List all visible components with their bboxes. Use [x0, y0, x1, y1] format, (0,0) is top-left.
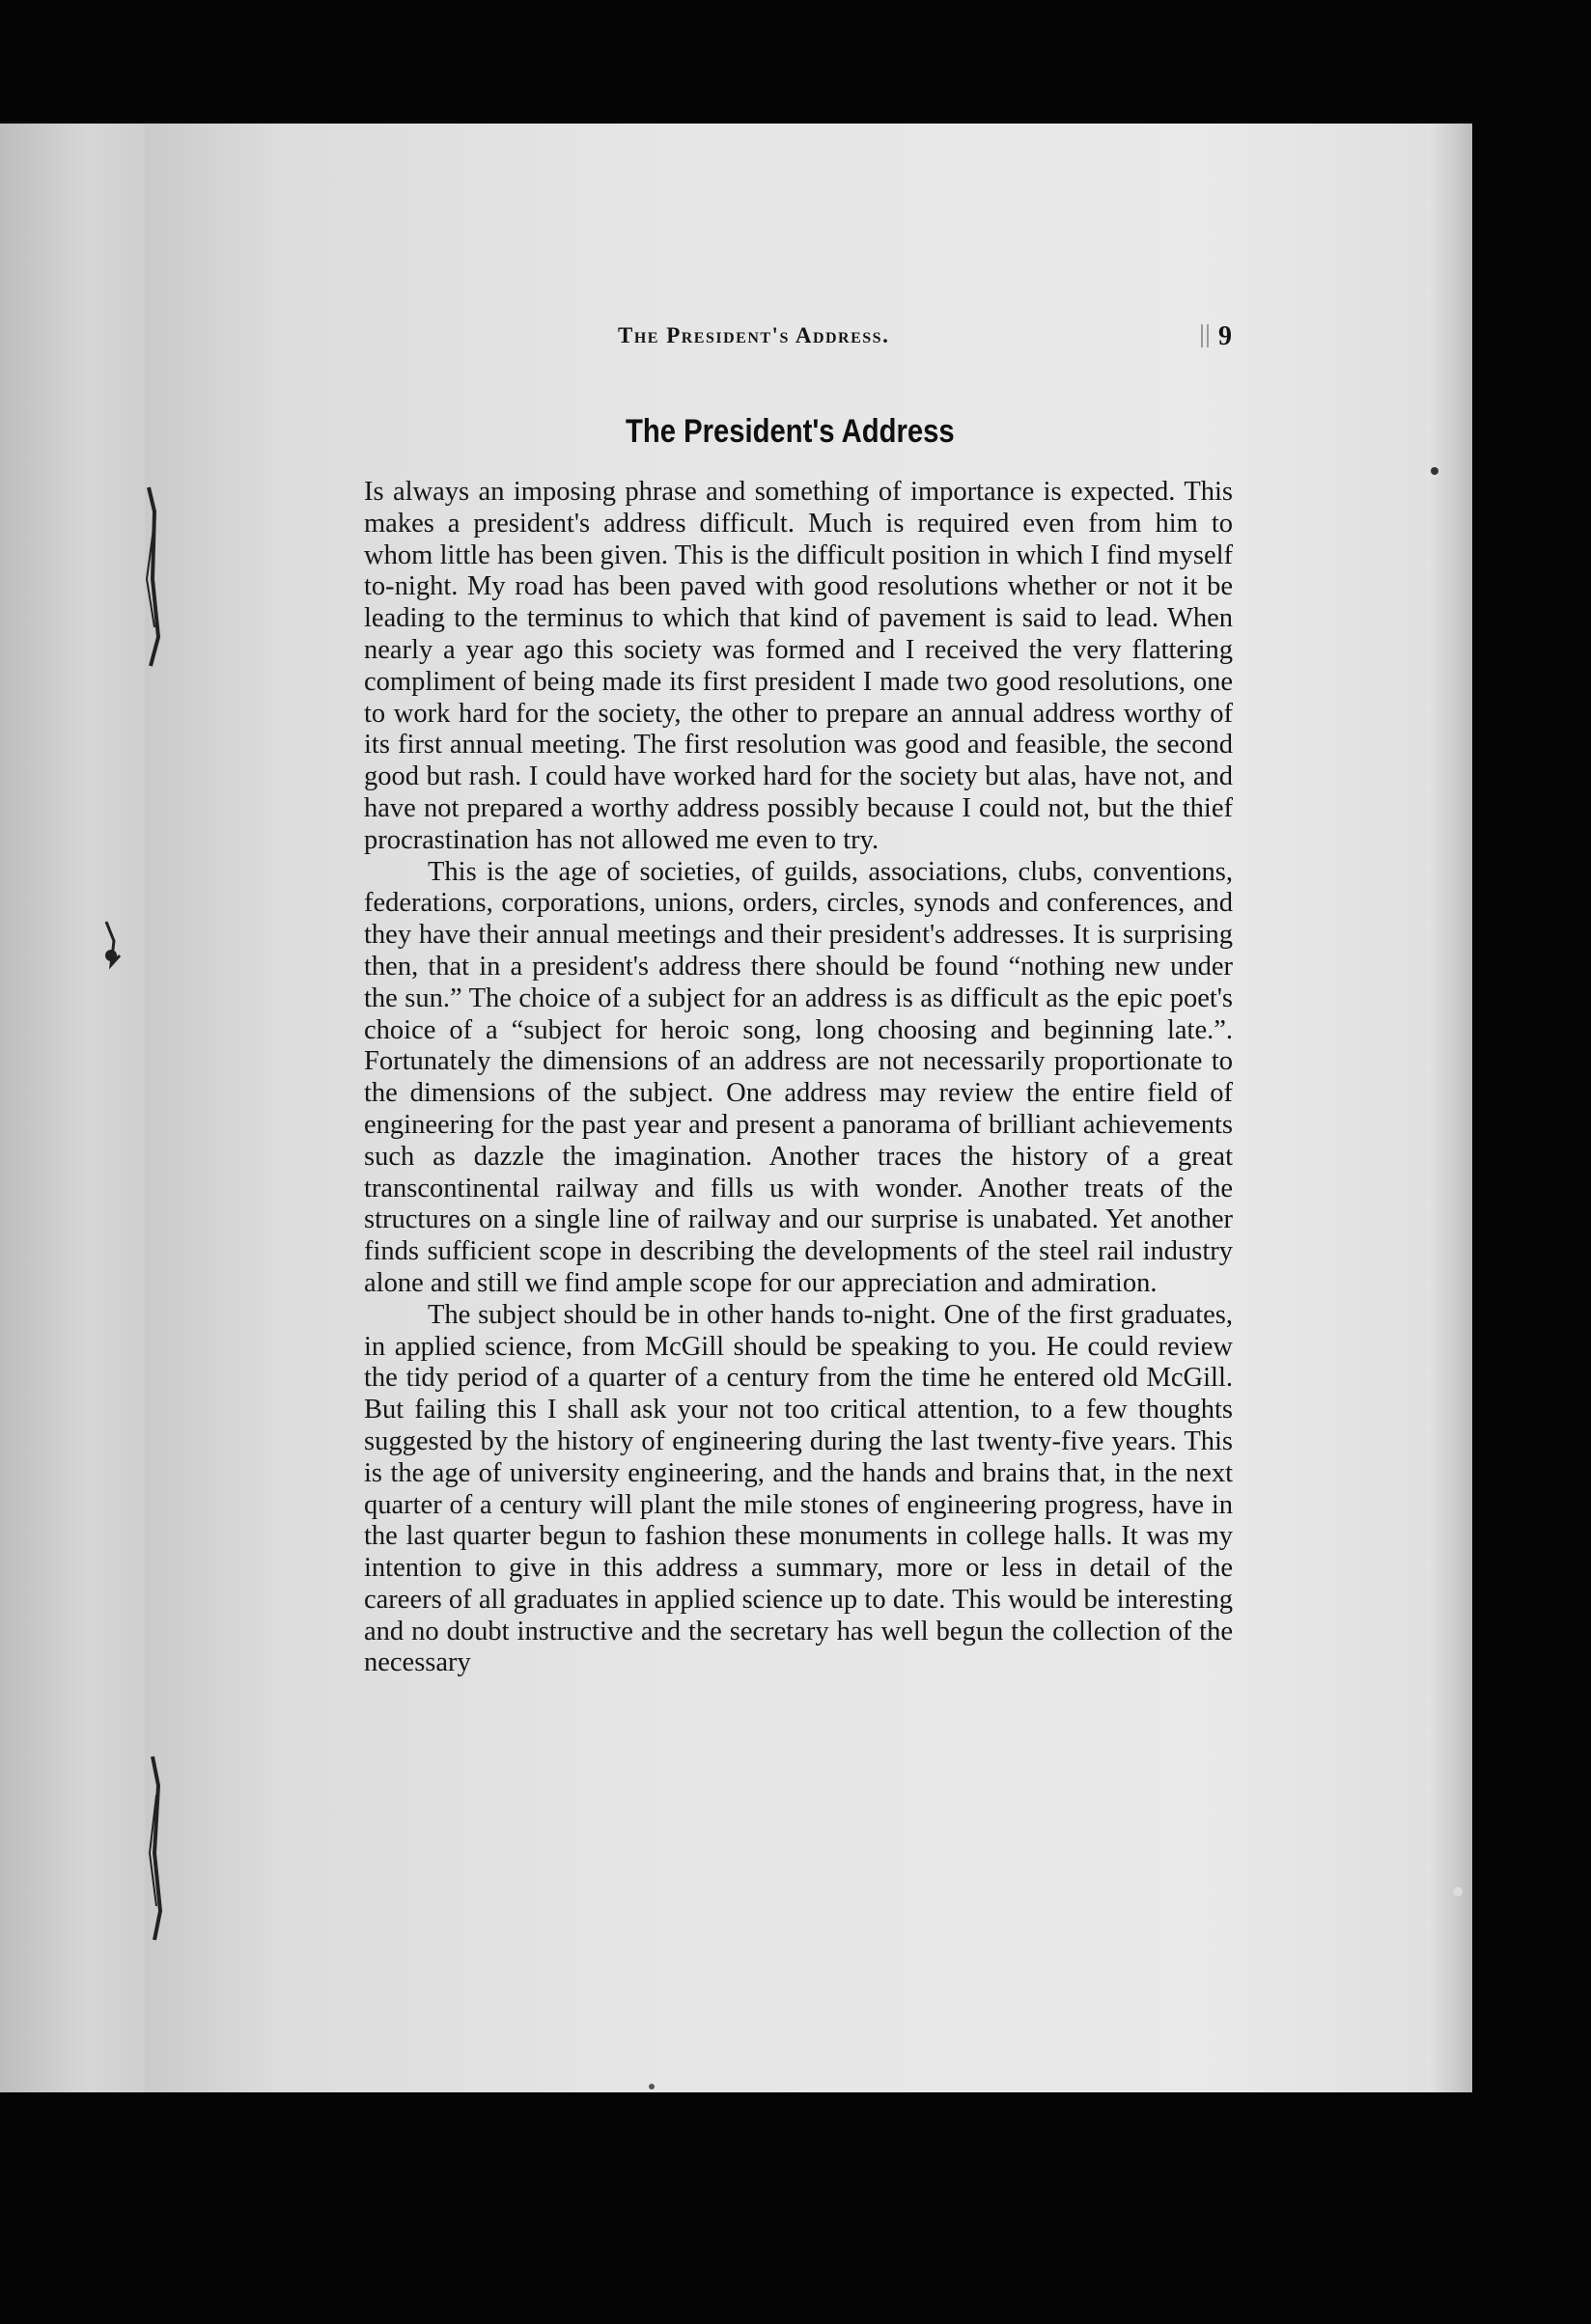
staple-mark-top [149, 487, 158, 666]
staple-mark-bottom [153, 1757, 160, 1940]
paragraph-2: This is the age of societies, of guilds, associations, clubs, conventions, federations, corporations, unions, orders, circles, synods and conferences, and they have their annual meetings and their president's addresses. It is surprising then, that in a president's address there should be found “nothing new under the sun.” The choice of a subject for an address is as difficult as the epic poet's choice of a “subject for heroic song, long choosing and beginning late.”. Fortunately the dimensions of an address are not necessarily proportionate to the dimensions of the subject. One address may review the entire field of engineering for the past year and present a panorama of brilliant achievements such as dazzle the imagination. Another traces the history of a great transcontinental railway and fills us with wonder. Another treats of the structures on a single line of railway and our surprise is unabated. Yet another finds sufficient scope in describing the developments of the steel rail industry alone and still we find ample scope for our appreciation and admiration. [364, 856, 1233, 1298]
article-title: The President's Address [626, 413, 955, 450]
ink-speck [1453, 1887, 1463, 1896]
article-body [364, 477, 1233, 1679]
ink-speck [105, 950, 117, 961]
ink-speck [649, 2084, 655, 2089]
margin-mark [1201, 324, 1209, 347]
paragraph-1: Is always an imposing phrase and something of importance is expected. This makes a president's address difficult. Much is required even from him to whom little has been given. This is the difficult position in which I find myself to-night. My road has been paved with good resolutions whether or not it be leading to the terminus to which that kind of pavement is said to lead. When nearly a year ago this society was formed and I received the very flattering compliment of being made its first president I made two good resolutions, one to work hard for the society, the other to prepare an annual address worthy of its first annual meeting. The first resolution was good and feasible, the second good but rash. I could have worked hard for the society but alas, have not, and have not prepared a worthy address possibly because I could not, but the thief procrastination has not allowed me even to try. [364, 477, 1233, 855]
page-number: 9 [1218, 321, 1232, 351]
ink-speck [1431, 467, 1438, 475]
running-head: The President's Address. [618, 323, 890, 347]
paragraph-3: The subject should be in other hands to-night. One of the first graduates, in applied science, from McGill should be speaking to you. He could review the tidy period of a quarter of a century from the time he entered old McGill. But failing this I shall ask your not too critical attention, to a few thoughts suggested by the history of engineering during the last twenty-five years. This is the age of university engineering, and the hands and brains that, in the next quarter of a century will plant the mile stones of engineering progress, have in the last quarter begun to fashion these monuments in college halls. It was my intention to give in this address a summary, more or less in detail of the careers of all graduates in applied science up to date. This would be interesting and no doubt instructive and the secretary has well begun the collection of the necessary [364, 1299, 1233, 1678]
